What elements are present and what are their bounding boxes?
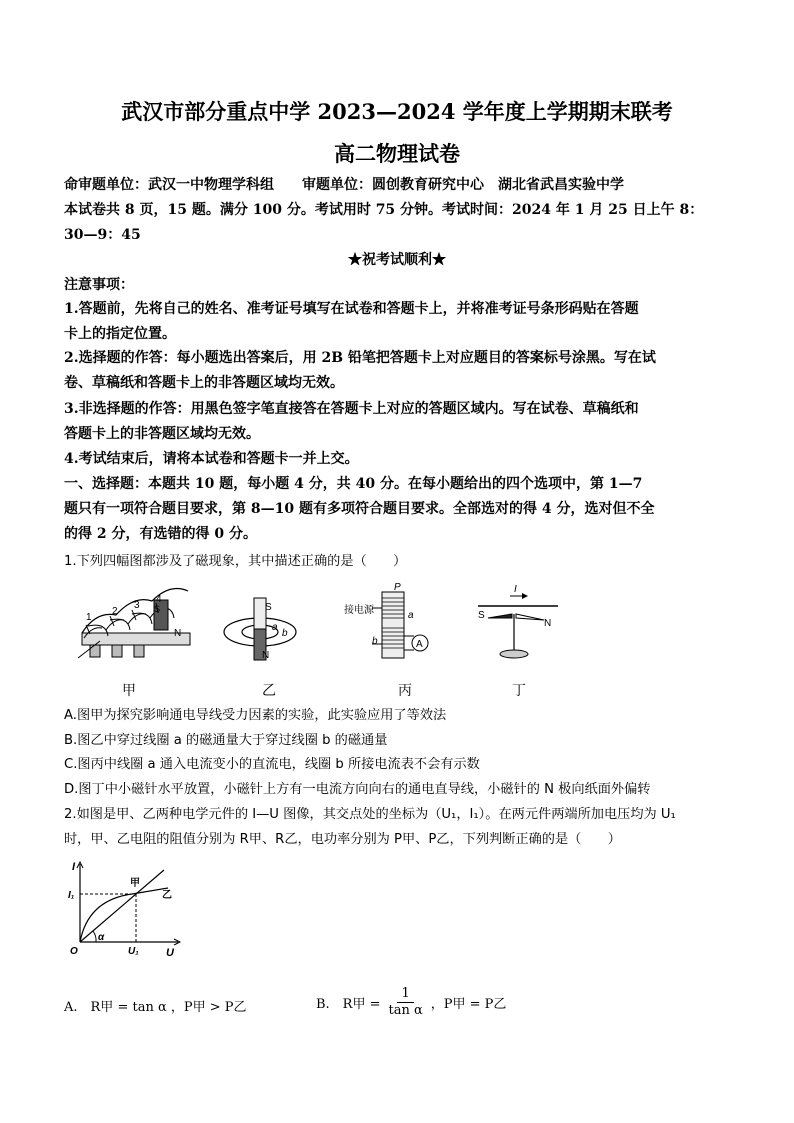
yi-label-a: a [272, 622, 278, 633]
bing-power-label: 接电源 [344, 605, 374, 616]
figure-bing [344, 582, 428, 658]
info-line-3: 30—9：45 [64, 227, 141, 243]
origin-label: O [70, 946, 78, 957]
ding-pole-n: N [544, 618, 552, 629]
q2-option-b-denominator: tan α [388, 1003, 423, 1018]
curve-yi [80, 888, 168, 942]
u1-label: U₁ [128, 946, 139, 957]
jia-num-3: 3 [134, 600, 140, 611]
q1-figures [60, 578, 570, 696]
section1-line-2: 题只有一项符合题目要求，第 8—10 题有多项符合题目要求。全部选对的得 4 分，选对但不全 [64, 501, 655, 517]
yi-pole-s: S [265, 602, 272, 613]
figure-jia [78, 589, 190, 658]
bing-label-a: a [408, 610, 414, 621]
notice-item-2b: 卷、草稿纸和答题卡上的非答题区域均无效。 [64, 375, 344, 391]
axis-u-label: U [166, 947, 174, 959]
iu-graph [66, 860, 186, 960]
jia-num-1: 1 [86, 612, 92, 623]
fig-label-yi: 乙 [262, 683, 276, 699]
ding-current-label: I [514, 584, 517, 595]
notice-item-4: 4.考试结束后，请将本试卷和答题卡一并上交。 [64, 451, 359, 467]
jia-pole-s: S [154, 604, 161, 614]
fig-label-jia: 甲 [122, 683, 136, 699]
axis-i-label: I [72, 861, 76, 873]
info-line-2: 本试卷共 8 页，15 题。满分 100 分。考试用时 75 分钟。考试时间：2024 年 1 月 25 日上午 8： [64, 202, 704, 218]
i1-label: I₁ [68, 890, 75, 901]
info-line-1: 命审题单位：武汉一中物理学科组 审题单位：圆创教育研究中心 湖北省武昌实验中学 [64, 177, 624, 193]
line-jia [80, 870, 164, 942]
ding-pole-s: S [478, 610, 485, 621]
good-luck-line: ★祝考试顺利★ [348, 252, 446, 268]
jia-num-4: 4 [156, 594, 162, 605]
q2-option-b-fraction [385, 986, 427, 1019]
q1-option-b: B.图乙中穿过线圈 a 的磁通量大于穿过线圈 b 的磁通量 [64, 733, 388, 748]
section1-line-3: 的得 2 分，有选错的得 0 分。 [64, 526, 257, 542]
exam-subtitle: 高二物理试卷 [334, 141, 460, 166]
q2-option-b-suffix: ，P甲 = P乙 [430, 997, 507, 1012]
q1-stem: 1.下列四幅图都涉及了磁现象，其中描述正确的是（ ） [64, 554, 407, 569]
q1-option-a: A.图甲为探究影响通电导线受力因素的实验，此实验应用了等效法 [64, 708, 447, 723]
q1-option-d: D.图丁中小磁针水平放置，小磁针上方有一电流方向向右的通电直导线，小磁针的 N 极向纸面外偏转 [64, 782, 651, 797]
notice-item-3b: 答题卡上的非答题区域均无效。 [64, 426, 260, 442]
q2-stem-line-1: 2.如图是甲、乙两种电学元件的 I—U 图像，其交点处的坐标为（U₁，I₁）。在两元件两端所加电压均为 U₁ [64, 807, 676, 822]
yi-pole-n: N [262, 650, 270, 661]
jia-pole-n: N [174, 628, 182, 639]
bing-label-p: P [394, 582, 401, 593]
notice-item-1b: 卡上的指定位置。 [64, 326, 176, 342]
q1-option-c: C.图丙中线圈 a 通入电流变小的直流电，线圈 b 所接电流表不会有示数 [64, 757, 480, 772]
yi-label-b: b [282, 628, 288, 639]
q2-option-a: A. R甲 = tan α ，P甲 > P乙 [64, 1000, 247, 1015]
bing-label-b: b [372, 636, 378, 647]
exam-title: 武汉市部分重点中学 2023—2024 学年度上学期期末联考 [121, 99, 673, 124]
notice-item-3a: 3.非选择题的作答：用黑色签字笔直接答在答题卡上对应的答题区域内。写在试卷、草稿纸和 [64, 401, 639, 417]
fig-label-ding: 丁 [512, 683, 526, 699]
notice-heading: 注意事项： [64, 277, 134, 293]
curve-yi-label: 乙 [162, 890, 172, 901]
jia-num-2: 2 [112, 606, 118, 617]
curve-jia-label: 甲 [130, 878, 140, 889]
section1-line-1: 一、选择题：本题共 10 题，每小题 4 分，共 40 分。在每小题给出的四个选项中，第 1—7 [64, 476, 643, 492]
figure-yi [224, 598, 296, 661]
q2-option-b-prefix: B. R甲 = [316, 997, 381, 1012]
notice-item-2a: 2.选择题的作答：每小题选出答案后，用 2B 铅笔把答题卡上对应题目的答案标号涂黑。写在试 [64, 350, 656, 366]
notice-item-1a: 1.答题前，先将自己的姓名、准考证号填写在试卷和答题卡上，并将准考证号条形码贴在答题 [64, 301, 639, 317]
figure-ding [478, 584, 558, 658]
fig-label-bing: 丙 [398, 683, 412, 699]
alpha-label: α [98, 932, 105, 943]
q2-option-b-numerator: 1 [397, 986, 413, 1003]
q2-option-b [316, 986, 506, 1019]
bing-ammeter-label: A [416, 639, 423, 650]
q2-stem-line-2: 时，甲、乙电阻的阻值分别为 R甲、R乙，电功率分别为 P甲、P乙，下列判断正确的是（ ） [64, 832, 621, 847]
